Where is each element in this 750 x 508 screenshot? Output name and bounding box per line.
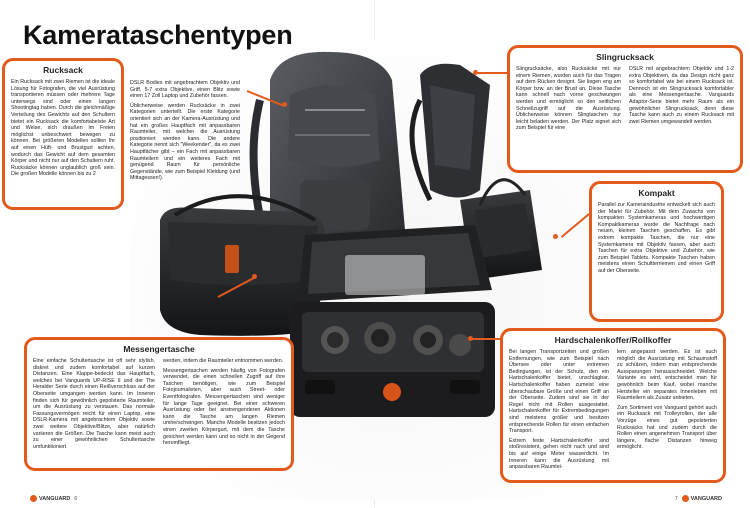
rucksack-text-col2 (130, 80, 240, 185)
footer-right (675, 495, 722, 502)
page-title: Kamerataschentypen (23, 20, 293, 50)
sling-leader-line (476, 72, 508, 74)
page-number-left: 6 (74, 495, 78, 502)
slingrucksack-text-col1: Slingrucksäcke, also Rucksäcke mit nur einem Riemen, wurden auch für das Tragen auf dem Rücken designt. Sie liegen eng am Körper bzw. an der Brust an. Diese Tasche kann schnell nach vorne geschwungen werden und ermöglicht so den seitlichen Schnellzugriff auf die Ausrüstung. Üblicherweise können Slingtaschen nur leicht beladen werden. Der Platz eignet sich zum Beispiel für eine (516, 66, 621, 132)
vanguard-logo-icon (682, 495, 689, 502)
rucksack-text-col2a: DSLR Bodies mit angebrachtem Objektiv und Griff, 5-7 extra Objektive, einen Blitz sowie einen 17 Zoll Laptop und Zubehör fassen. (130, 80, 240, 100)
messenger-heading: Messengertasche (123, 344, 195, 354)
hardschalen-text-col2b: Zum Sortiment von Vanguard gehört auch ein Rucksack mit Trolleyrollen, der alle Vorzüge eines gut gepolsterten Rucksacks hat und zudem durch die Rollen einen angenehmen Transport über längere, flache Distanzen hinweg ermöglicht. (617, 404, 717, 451)
kompakt-leader-dot (553, 234, 558, 239)
sling-leader-dot (473, 70, 478, 75)
rucksack-heading: Rucksack (43, 65, 83, 75)
messenger-leader-dot (252, 274, 257, 279)
slingrucksack-text-col2: DSLR mit angebrachtem Objektiv und 1-2 extra Objektiven, da das Design nicht ganz so komfortabel wie bei einem Rucksack ist. Dennoch ist ein Slingrucksack komfortabler als eine Messengertasche. Vanguards Adaptor-Serie bietet mehr Raum als ein gewöhnlicher Slingrucksack, denn diese Tasche kann auch zu einem Rucksack mit zwei Riemen umgewandelt werden. (629, 66, 734, 125)
vanguard-logo-right: VANGUARD (682, 495, 722, 502)
vanguard-logo-left: VANGUARD (30, 495, 70, 502)
slingrucksack-heading: Slingrucksack (596, 52, 654, 62)
hardschalen-text-col1a: Bei langen Transportzeiten und großen Entfernungen, wie zum Beispiel nach Übersee oder unter extremen Bedingungen, ist der Schutz, den ein Hartschalenkoffer bietet, unschlagbar. Hartschalenkoffer haben zumeist eine überschaubare Größe und einen Griff an der Oberseite. Zudem sind sie in der Regel nicht mit Rollen ausgestattet. Hartschalenkoffer für Extrembedingungen sind meistens größer und besitzen entsprechende Rollen für einen einfachen Transport. (509, 349, 609, 435)
footer-left (30, 495, 77, 502)
hardschalen-heading: Hardschalenkoffer/Rollkoffer (554, 335, 672, 345)
messenger-text-col2a: werden, indem die Raumteiler entnommen werden. (163, 358, 284, 364)
messenger-box (24, 337, 294, 471)
slingrucksack-box (507, 45, 743, 173)
hardschalen-box (500, 328, 726, 483)
hardcase-leader-dot (468, 336, 473, 341)
hardschalen-text-col1b: Extrem feste Hartschalenkoffer sind stoßresistent, gehen nicht nach und sind bis auf einige Meter wasserdicht. Im Inneren kann die Ausrüstung mit anpassbaren Raumtei- (509, 437, 609, 471)
rucksack-leader-dot (282, 102, 287, 107)
messenger-text-col2b: Messengertaschen werden häufig von Fotografen verwendet, die einen schnellen Zugriff auf ihre Taschen benötigen, wie zum Beispiel Fotojournalisten, aber auch Street- oder Eventfotografen. Messengertaschen sind weniger für lange Tage geeignet. Bei einer schweren Ausrüstung oder bei anstrengenderen Aktionen kann die Tasche am langen Riemen umherschwingen. Manche Modelle besitzen jedoch einen zweiten Körpergurt, mit dem die Tasche gesichert werden kann und so nicht in der Gegend herumfliegt. (163, 367, 285, 447)
page-number-right: 7 (674, 495, 678, 502)
kompakt-text: Parallel zur Kameraindustrie entwickelt sich auch der Markt für Zubehör. Mit dem Zuwachs von kompakten Systemkameras und hochwertigen Kompaktkameras wurde die Nachfrage nach neuen, kleinen Taschen geschaffen. Es gibt extrem kompakte Taschen, die nur eine Systemkamera mit Objektiv fassen, aber auch Taschen für extra Objektive und Zubehör, wie zum Beispiel Tablets. Kompakte Taschen haben meistens einen Schultterriemen und einen Griff auf der Oberseite. (598, 202, 715, 274)
rucksack-text-col1: Ein Rucksack mit zwei Riemen ist die ideale Lösung für Fotografen, die viel Ausrüstung transportieren müssen oder mehrere Tage unterwegs sind oder einen langen Shootingtag haben. Durch die gleichmäßige Verteilung des Gewichts auf den Schultern bietet ein Rucksack die komfortabelste Art und Weise, sich draußen im Freien möglichst unbeschwert bewegen zu können. Bei größeren Modellen sollten Ihr auf einen Hüft- und Brustgurt achten, wodurch das Gewicht auf dem gesamten Körper und nicht nur auf den Schultern ruht. Rucksäcke können unglaublich groß sein. Die großen Modelle können bis zu 2 (11, 79, 115, 178)
messenger-text-col1: Eine einfache Schultertasche ist oft sehr stylish, diskret und zudem komfortabel auf kurzen Distanzen. Eine Klappe-bedeckt das Hauptfach, welches bei Vanguards UP-RISE II und der The Heralder Serie durch einen Reißverschluss auf der Oberseite umgangen werden kann. Im Inneren finden sich für gewöhnlich gepolsterte Raumteiler, um die Ausrüstung zu verstauen. Das normale Fassungsvermögen reicht für einen Laptop, eine DSLR-Kamera mit angebrachtem Objektiv sowie zwei weitere Objektive/Blitze, aber natürlich variieren die Größen. Die Tasche kann meist auch zu einer gewöhnlichen Schultertasche umfunktioniert (33, 358, 155, 450)
vanguard-logo-icon (30, 495, 37, 502)
kompakt-heading: Kompakt (638, 188, 675, 198)
rucksack-text-col2b: Üblicherweise werden Rucksäcke in zwei Kategorien unterteilt. Die erste Kategorie orientiert sich an der Kamera-Ausrüstung und hat ein großes Hauptfach mit anpassbaren Raumteiler, mit welcher die Ausrüstung positioniert werden kann. Die andere Kategorie nennt sich "Weekender", da es zwei Hauptfächer gibt – ein Fach mit anpassbaren Raumteilern und ein weiteres Fach mit genügend Raum für persönliche Gegenstände, wie zum Beispiel Kleidung (und Mittagessen!). (130, 102, 240, 182)
kompakt-box (589, 181, 724, 322)
rucksack-box (2, 58, 124, 210)
hardschalen-text-col2a: lern angepasst werden. Es ist auch möglich die Ausrüstung mit Schaumstoff zu schützen, indem man entsprechende Aussparungen herausschneidet. Welche Variante es wird, entscheidet man für gewöhnlich beim Kauf, wobei manche Hersteller ein separates Innenleben mit Raumteilern als Zusatz anbieten. (617, 349, 717, 402)
hard-case-image (290, 225, 495, 417)
